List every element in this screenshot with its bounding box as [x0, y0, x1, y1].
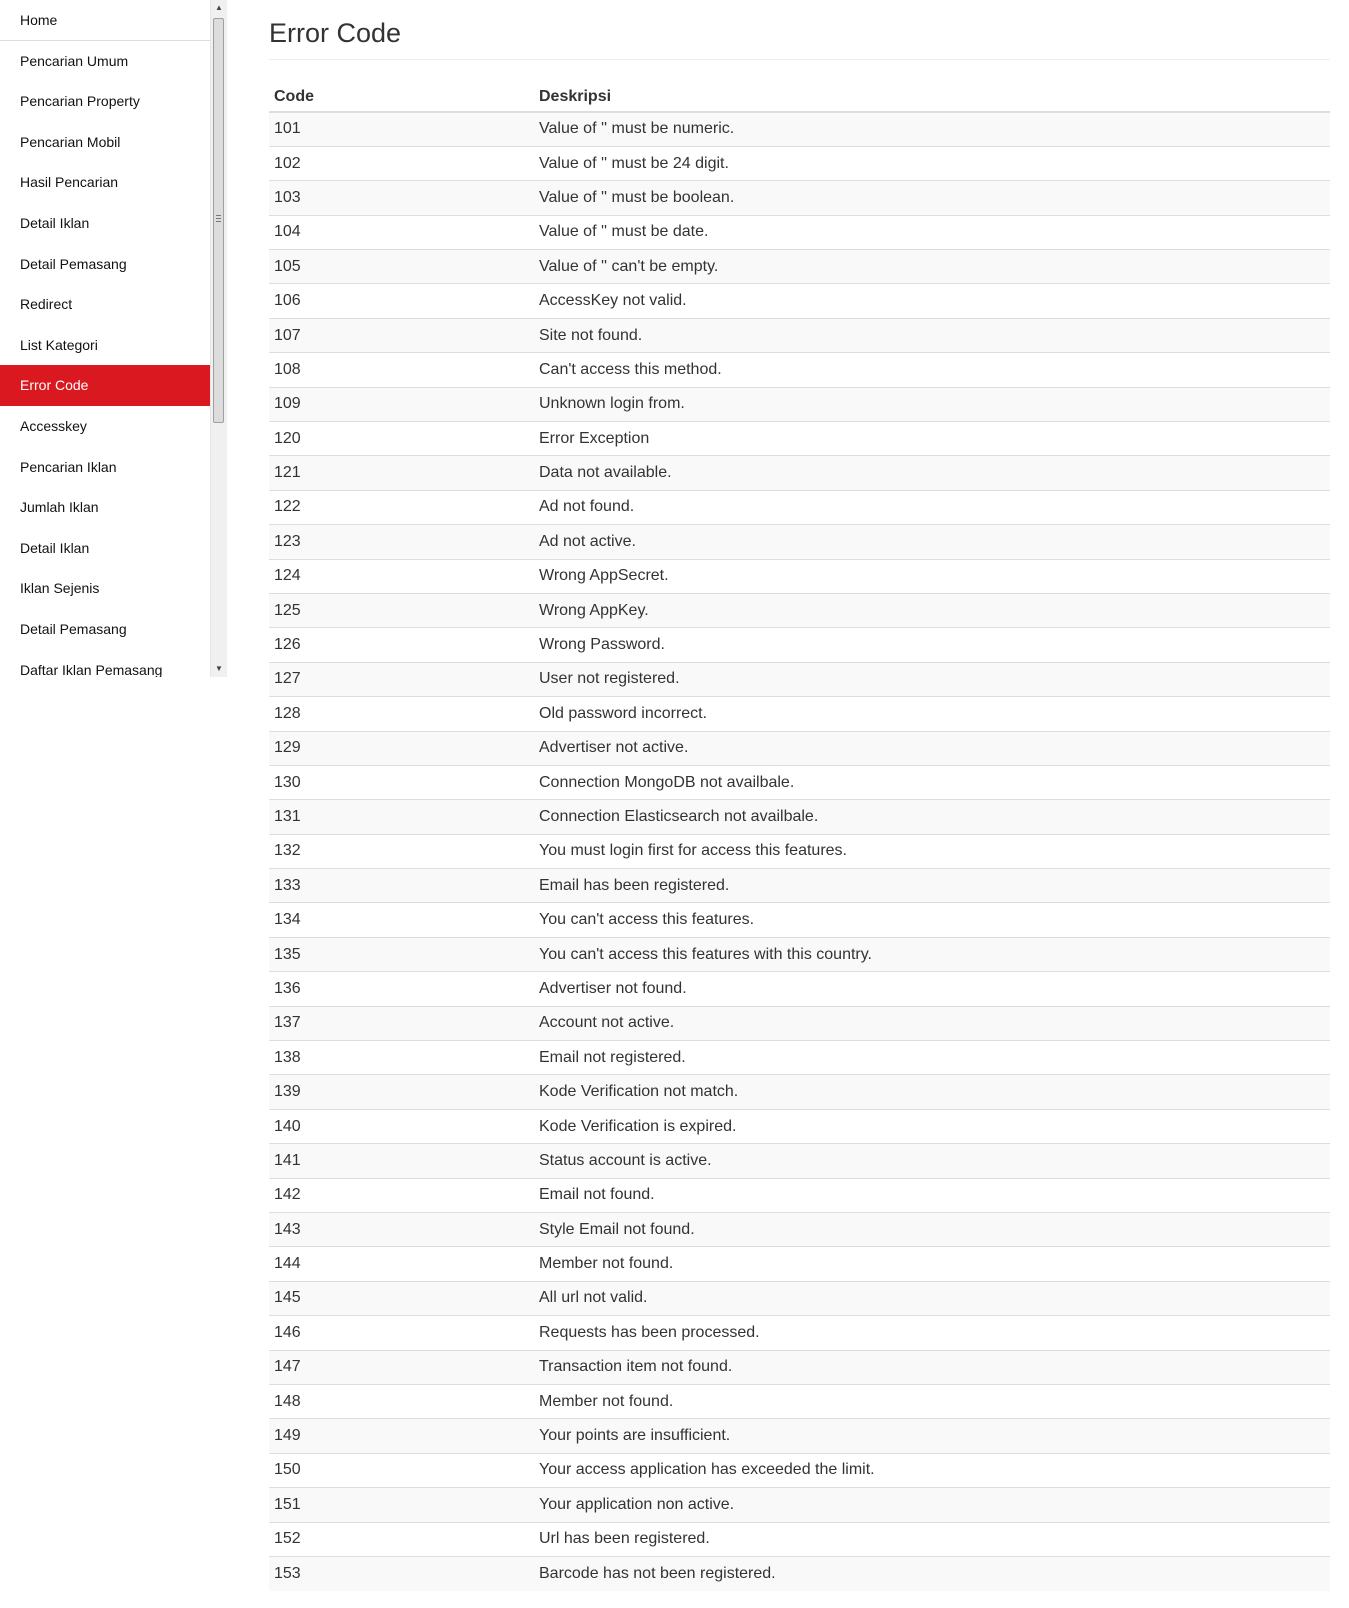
sidebar-item-home[interactable]: Home	[0, 0, 210, 41]
error-code-cell: 151	[269, 1488, 534, 1522]
table-header-row	[269, 77, 1330, 112]
error-code-table	[269, 77, 1330, 1591]
table-row	[269, 1419, 1330, 1453]
table-row	[269, 387, 1330, 421]
error-code-cell: 124	[269, 559, 534, 593]
sidebar-item-redirect[interactable]: Redirect	[20, 296, 73, 313]
error-description-cell: Value of '' can't be empty.	[534, 250, 1330, 284]
sidebar-item-pencarian-mobil[interactable]: Pencarian Mobil	[20, 133, 121, 150]
table-body	[269, 112, 1330, 1591]
error-code-cell: 127	[269, 662, 534, 696]
error-code-cell: 121	[269, 456, 534, 490]
table-row	[269, 1178, 1330, 1212]
error-code-cell: 145	[269, 1281, 534, 1315]
error-code-cell: 106	[269, 284, 534, 318]
error-code-cell: 130	[269, 765, 534, 799]
error-description-cell: Connection MongoDB not availbale.	[534, 765, 1330, 799]
sidebar-item-list-kategori[interactable]: List Kategori	[20, 336, 98, 353]
error-description-cell: User not registered.	[534, 662, 1330, 696]
table-row	[269, 834, 1330, 868]
error-description-cell: Site not found.	[534, 318, 1330, 352]
sidebar-item-detail-iklan[interactable]: Detail Iklan	[20, 214, 90, 231]
error-code-cell: 108	[269, 353, 534, 387]
error-code-cell: 146	[269, 1316, 534, 1350]
error-description-cell: Email has been registered.	[534, 869, 1330, 903]
table-row	[269, 112, 1330, 146]
main-content	[269, 0, 1330, 1582]
sidebar-item-pencarian-umum[interactable]: Pencarian Umum	[20, 52, 129, 69]
sidebar	[0, 0, 228, 677]
table-row	[269, 1453, 1330, 1487]
error-code-cell: 126	[269, 628, 534, 662]
table-row	[269, 593, 1330, 627]
error-code-cell: 122	[269, 490, 534, 524]
sidebar-item-detail-iklan[interactable]: Detail Iklan	[20, 539, 90, 556]
table-row	[269, 1247, 1330, 1281]
table-row	[269, 903, 1330, 937]
table-row	[269, 318, 1330, 352]
table-row	[269, 1006, 1330, 1040]
table-row	[269, 628, 1330, 662]
error-description-cell: Connection Elasticsearch not availbale.	[534, 800, 1330, 834]
error-description-cell: Kode Verification is expired.	[534, 1109, 1330, 1143]
error-description-cell: Status account is active.	[534, 1144, 1330, 1178]
error-description-cell: You can't access this features.	[534, 903, 1330, 937]
scroll-up-arrow-icon[interactable]: ▲	[215, 3, 223, 12]
error-code-cell: 102	[269, 146, 534, 180]
error-code-cell: 142	[269, 1178, 534, 1212]
table-row	[269, 559, 1330, 593]
error-code-cell: 147	[269, 1350, 534, 1384]
sidebar-item-hasil-pencarian[interactable]: Hasil Pencarian	[20, 174, 119, 191]
table-row	[269, 1488, 1330, 1522]
error-description-cell: Wrong AppSecret.	[534, 559, 1330, 593]
table-row	[269, 456, 1330, 490]
table-row	[269, 353, 1330, 387]
error-code-cell: 136	[269, 972, 534, 1006]
error-description-cell: Ad not active.	[534, 525, 1330, 559]
table-row	[269, 1075, 1330, 1109]
table-row	[269, 1522, 1330, 1556]
error-code-cell: 144	[269, 1247, 534, 1281]
table-row	[269, 731, 1330, 765]
table-row	[269, 146, 1330, 180]
column-header-code: Code	[269, 77, 534, 112]
sidebar-nav	[0, 0, 210, 677]
table-row	[269, 215, 1330, 249]
error-code-cell: 103	[269, 181, 534, 215]
error-code-cell: 123	[269, 525, 534, 559]
table-row	[269, 284, 1330, 318]
table-row	[269, 1556, 1330, 1590]
error-description-cell: You can't access this features with this country.	[534, 937, 1330, 971]
page-title: Error Code	[269, 0, 1330, 60]
error-description-cell: Error Exception	[534, 422, 1330, 456]
table-row	[269, 662, 1330, 696]
error-description-cell: Url has been registered.	[534, 1522, 1330, 1556]
error-code-cell: 131	[269, 800, 534, 834]
error-code-cell: 105	[269, 250, 534, 284]
sidebar-item-jumlah-iklan[interactable]: Jumlah Iklan	[20, 499, 99, 516]
error-description-cell: Ad not found.	[534, 490, 1330, 524]
error-code-cell: 137	[269, 1006, 534, 1040]
sidebar-item-iklan-sejenis[interactable]: Iklan Sejenis	[20, 580, 100, 597]
table-row	[269, 972, 1330, 1006]
table-row	[269, 181, 1330, 215]
error-description-cell: All url not valid.	[534, 1281, 1330, 1315]
error-code-cell: 104	[269, 215, 534, 249]
grip-icon	[216, 215, 221, 222]
error-description-cell: Email not found.	[534, 1178, 1330, 1212]
sidebar-item-pencarian-property[interactable]: Pencarian Property	[20, 93, 140, 110]
error-description-cell: Your points are insufficient.	[534, 1419, 1330, 1453]
sidebar-item-detail-pemasang[interactable]: Detail Pemasang	[20, 620, 127, 637]
error-description-cell: Transaction item not found.	[534, 1350, 1330, 1384]
error-description-cell: Wrong AppKey.	[534, 593, 1330, 627]
scroll-down-arrow-icon[interactable]: ▼	[215, 664, 223, 673]
error-code-cell: 107	[269, 318, 534, 352]
error-description-cell: Email not registered.	[534, 1041, 1330, 1075]
scroll-thumb[interactable]	[213, 18, 224, 423]
sidebar-item-pencarian-iklan[interactable]: Pencarian Iklan	[20, 458, 117, 475]
error-code-cell: 101	[269, 112, 534, 146]
table-row	[269, 1041, 1330, 1075]
error-code-cell: 129	[269, 731, 534, 765]
error-code-cell: 125	[269, 593, 534, 627]
error-description-cell: Your application non active.	[534, 1488, 1330, 1522]
table-row	[269, 1213, 1330, 1247]
error-description-cell: AccessKey not valid.	[534, 284, 1330, 318]
error-description-cell: Member not found.	[534, 1247, 1330, 1281]
error-code-cell: 128	[269, 697, 534, 731]
error-code-cell: 149	[269, 1419, 534, 1453]
table-row	[269, 1281, 1330, 1315]
table-row	[269, 1109, 1330, 1143]
table-row	[269, 869, 1330, 903]
table-row	[269, 697, 1330, 731]
error-description-cell: Kode Verification not match.	[534, 1075, 1330, 1109]
error-description-cell: Your access application has exceeded the limit.	[534, 1453, 1330, 1487]
sidebar-scrollbar[interactable]	[210, 0, 227, 677]
error-description-cell: Requests has been processed.	[534, 1316, 1330, 1350]
error-code-cell: 120	[269, 422, 534, 456]
error-description-cell: Value of '' must be boolean.	[534, 181, 1330, 215]
table-row	[269, 525, 1330, 559]
table-row	[269, 422, 1330, 456]
error-code-cell: 139	[269, 1075, 534, 1109]
error-description-cell: Account not active.	[534, 1006, 1330, 1040]
sidebar-item-error-code[interactable]: Error Code	[0, 365, 210, 406]
error-description-cell: Style Email not found.	[534, 1213, 1330, 1247]
error-description-cell: Member not found.	[534, 1384, 1330, 1418]
error-code-cell: 153	[269, 1556, 534, 1590]
table-row	[269, 1144, 1330, 1178]
error-description-cell: You must login first for access this features.	[534, 834, 1330, 868]
error-code-cell: 152	[269, 1522, 534, 1556]
table-row	[269, 765, 1330, 799]
error-code-cell: 134	[269, 903, 534, 937]
error-description-cell: Value of '' must be 24 digit.	[534, 146, 1330, 180]
error-description-cell: Old password incorrect.	[534, 697, 1330, 731]
error-code-cell: 143	[269, 1213, 534, 1247]
error-code-cell: 133	[269, 869, 534, 903]
sidebar-item-detail-pemasang[interactable]: Detail Pemasang	[20, 255, 127, 272]
table-row	[269, 1350, 1330, 1384]
error-description-cell: Advertiser not found.	[534, 972, 1330, 1006]
table-row	[269, 250, 1330, 284]
sidebar-item-daftar-iklan-pemasang[interactable]: Daftar Iklan Pemasang	[20, 661, 163, 677]
table-row	[269, 490, 1330, 524]
error-code-cell: 140	[269, 1109, 534, 1143]
error-description-cell: Data not available.	[534, 456, 1330, 490]
table-row	[269, 1384, 1330, 1418]
error-description-cell: Value of '' must be date.	[534, 215, 1330, 249]
error-code-cell: 150	[269, 1453, 534, 1487]
table-row	[269, 1316, 1330, 1350]
error-code-cell: 148	[269, 1384, 534, 1418]
error-code-cell: 109	[269, 387, 534, 421]
error-description-cell: Value of '' must be numeric.	[534, 112, 1330, 146]
error-code-cell: 141	[269, 1144, 534, 1178]
error-code-cell: 138	[269, 1041, 534, 1075]
table-row	[269, 937, 1330, 971]
error-code-cell: 132	[269, 834, 534, 868]
sidebar-item-accesskey[interactable]: Accesskey	[20, 417, 87, 434]
error-description-cell: Advertiser not active.	[534, 731, 1330, 765]
column-header-description: Deskripsi	[534, 77, 1330, 112]
error-description-cell: Barcode has not been registered.	[534, 1556, 1330, 1590]
error-description-cell: Can't access this method.	[534, 353, 1330, 387]
table-row	[269, 800, 1330, 834]
error-code-cell: 135	[269, 937, 534, 971]
error-description-cell: Unknown login from.	[534, 387, 1330, 421]
error-description-cell: Wrong Password.	[534, 628, 1330, 662]
